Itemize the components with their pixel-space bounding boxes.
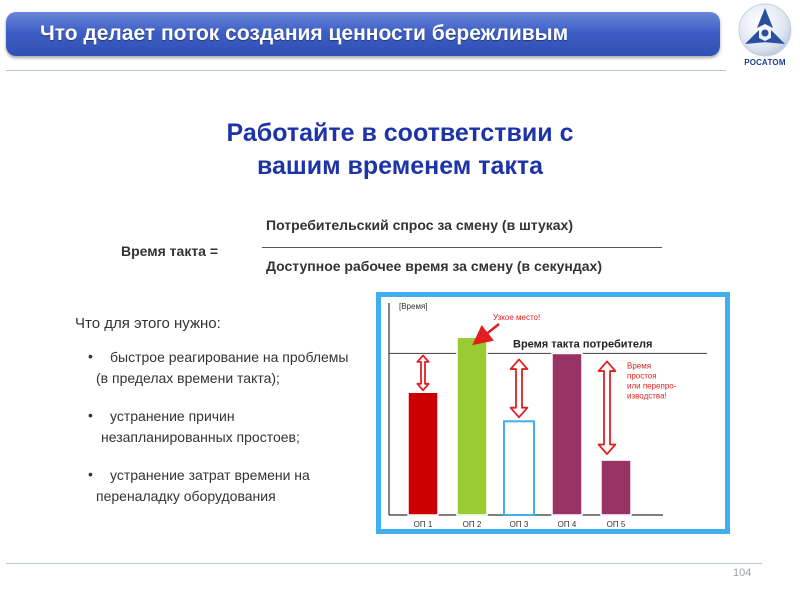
- gap-arrow-op1: [417, 355, 428, 390]
- idle-label-line-1: Время: [627, 361, 652, 371]
- bar-4: [552, 353, 582, 515]
- heading-line-2: вашим временем такта: [256, 152, 544, 180]
- bottleneck-arrow: [480, 324, 499, 339]
- bar-2: [457, 337, 487, 515]
- takt-time-chart: [381, 297, 725, 529]
- slide-heading: [100, 117, 700, 183]
- gap-arrow-op3: [511, 359, 528, 417]
- takt-time-label: Время такта потребителя: [513, 338, 653, 351]
- category-label-3: ОП 3: [509, 520, 529, 529]
- need-item-3-line-2: переналадку оборудования: [96, 488, 276, 504]
- category-label-1: ОП 1: [413, 520, 433, 529]
- bar-5: [601, 460, 631, 515]
- need-item-1-line-1: быстрое реагирование на проблемы: [110, 349, 349, 365]
- y-axis-label: [Время]: [399, 302, 428, 311]
- category-label-5: ОП 5: [606, 520, 626, 529]
- bullet-icon: •: [88, 407, 93, 423]
- footer-divider: [6, 563, 762, 564]
- bottleneck-label: Узкое место!: [493, 313, 541, 322]
- slide-title: Что делает поток создания ценности бережливым: [40, 22, 569, 45]
- header-divider: [6, 70, 726, 71]
- formula-numerator: Потребительский спрос за смену (в штуках): [266, 217, 573, 233]
- needs-title: Что для этого нужно:: [75, 315, 221, 332]
- rosatom-emblem-icon: [735, 2, 795, 58]
- bar-1: [408, 392, 438, 515]
- formula-denominator: Доступное рабочее время за смену (в секундах): [266, 258, 602, 274]
- need-item-2-line-1: устранение причин: [110, 408, 235, 424]
- category-label-4: ОП 4: [557, 520, 577, 529]
- logo-text: РОСАТОМ: [744, 58, 786, 67]
- takt-chart-area: [381, 297, 725, 529]
- need-item-1-line-2: (в пределах времени такта);: [96, 370, 280, 386]
- fraction-line: [262, 247, 662, 248]
- idle-label-line-2: простоя: [627, 371, 657, 381]
- page-number: 104: [733, 567, 752, 579]
- takt-chart-panel: [376, 292, 730, 534]
- idle-label-line-3: или перепро-: [627, 381, 677, 391]
- idle-label-line-4: изводства!: [627, 391, 667, 401]
- bullet-icon: •: [88, 348, 93, 364]
- title-bar: [6, 12, 720, 56]
- bar-3: [504, 421, 534, 515]
- need-item-2-line-2: незапланированных простоев;: [101, 429, 300, 445]
- gap-arrow-op5: [599, 361, 616, 454]
- category-label-2: ОП 2: [462, 520, 482, 529]
- formula-label: Время такта =: [121, 243, 219, 259]
- bullet-icon: •: [88, 466, 93, 482]
- rosatom-logo: [735, 2, 795, 76]
- need-item-3-line-1: устранение затрат времени на: [110, 467, 310, 483]
- heading-line-1: Работайте в соответствии с: [226, 119, 574, 147]
